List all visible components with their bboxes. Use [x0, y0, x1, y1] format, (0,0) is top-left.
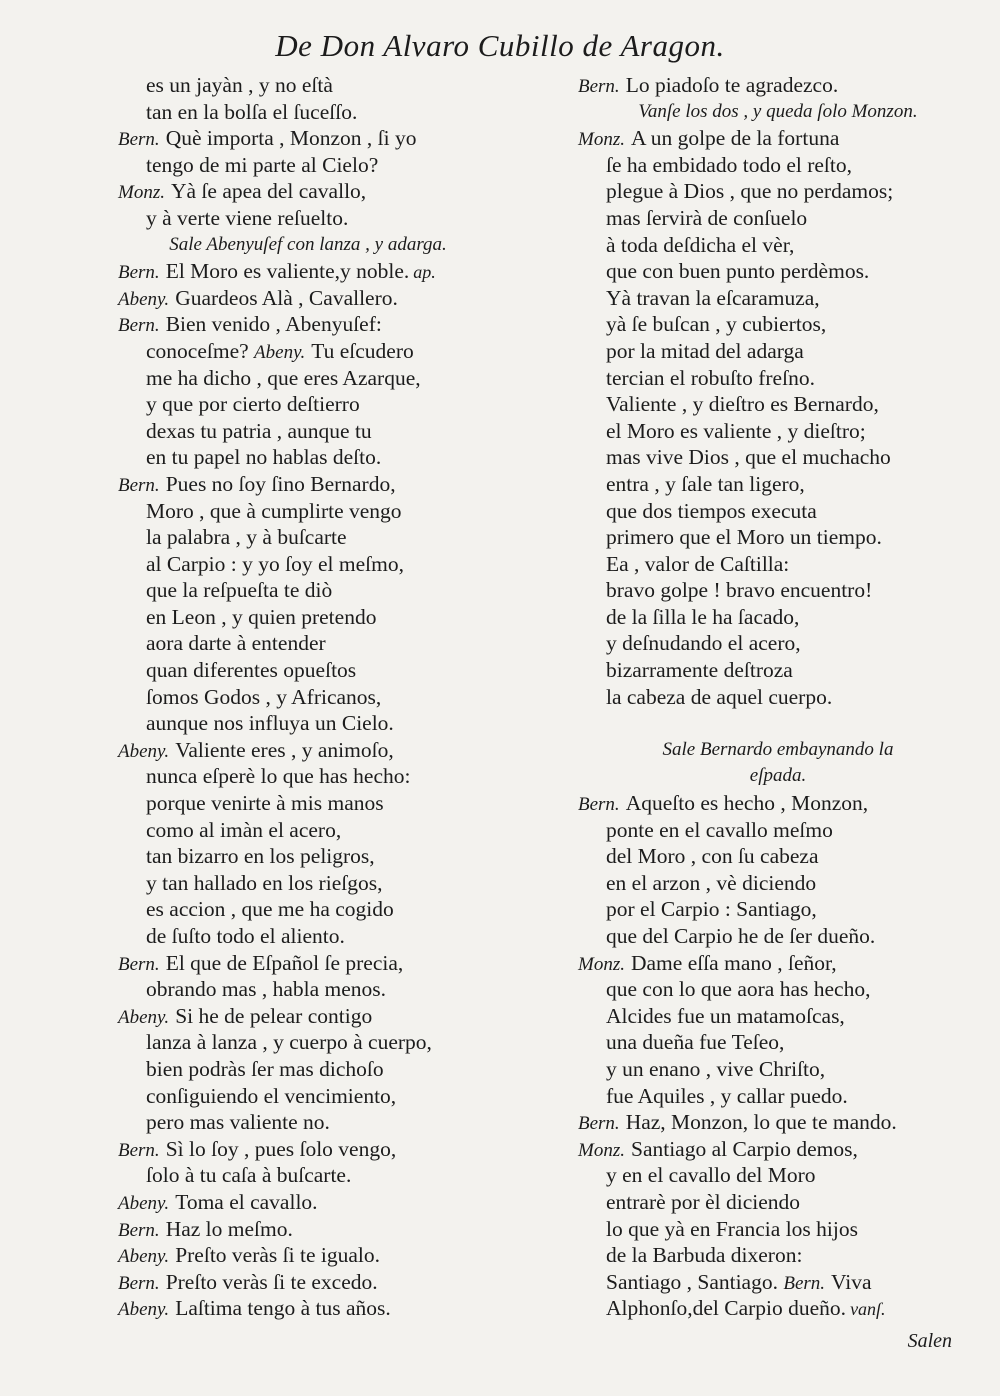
speaker-name: Abeny.: [118, 1192, 170, 1214]
speaker-name: Bern.: [118, 129, 160, 151]
verse-text: bravo golpe ! bravo encuentro!: [606, 578, 873, 603]
verse-text: y un enano , vive Chriſto,: [606, 1056, 826, 1081]
verse-line: [578, 1003, 978, 1030]
verse-line: [118, 1136, 498, 1163]
verse-text: primero que el Moro un tiempo.: [606, 525, 882, 550]
verse-text: plegue à Dios , que no perdamos;: [606, 179, 894, 204]
verse-text: del Moro , con ſu cabeza: [606, 844, 819, 869]
verse-text: y deſnudando el acero,: [606, 631, 801, 656]
verse-line: [578, 604, 978, 631]
verse-line: [578, 498, 978, 525]
speaker-name: Abeny.: [118, 740, 170, 762]
verse-line: [578, 285, 978, 312]
verse-text: Alcides fue un matamoſcas,: [606, 1003, 845, 1028]
verse-line: [118, 604, 498, 631]
verse-line: [578, 125, 978, 152]
stage-direction: eſpada.: [749, 765, 807, 787]
verse-line: [118, 365, 498, 392]
verse-text: aunque nos influya un Cielo.: [146, 711, 394, 736]
verse-line: [578, 524, 978, 551]
aside-marker: vanſ.: [850, 1299, 886, 1320]
verse-line: [578, 418, 978, 445]
speaker-name: Bern.: [118, 262, 160, 284]
verse-line: [578, 1109, 978, 1136]
verse-line: [118, 763, 498, 790]
verse-line: [578, 1029, 978, 1056]
blank-line: [578, 710, 978, 737]
verse-line: [118, 657, 498, 684]
verse-text: Toma el cavallo.: [175, 1189, 318, 1214]
verse-line: [118, 710, 498, 737]
verse-line: [578, 976, 978, 1003]
verse-text: ſe ha embidado todo el reſto,: [606, 152, 852, 177]
verse-line: [118, 923, 498, 950]
speaker-name: Bern.: [578, 794, 620, 816]
verse-line: [118, 1242, 498, 1269]
verse-line: [578, 577, 978, 604]
verse-line: [118, 1109, 498, 1136]
verse-line: [578, 1162, 978, 1189]
verse-text: ponte en el cavallo meſmo: [606, 817, 833, 842]
verse-text: el Moro es valiente , y dieſtro;: [606, 418, 866, 443]
verse-text: conoceſme?: [146, 338, 249, 363]
verse-line: [118, 125, 498, 152]
verse-line: [118, 551, 498, 578]
verse-text: que con lo que aora has hecho,: [606, 977, 871, 1002]
verse-text: y que por cierto deſtierro: [146, 392, 360, 417]
verse-text: à toda deſdicha el vèr,: [606, 232, 795, 257]
verse-line: [118, 498, 498, 525]
speaker-name: Bern.: [118, 315, 160, 337]
verse-text: Preſto veràs ſi te excedo.: [165, 1269, 378, 1294]
verse-line: [578, 1083, 978, 1110]
catchword: Salen: [907, 1330, 952, 1352]
verse-text: yà ſe buſcan , y cubiertos,: [606, 312, 827, 337]
verse-text: Haz lo meſmo.: [165, 1216, 293, 1241]
verse-line: [578, 817, 978, 844]
stage-direction: Sale Bernardo embaynando la: [662, 738, 894, 760]
verse-line: [118, 1083, 498, 1110]
verse-text: Alphonſo,del Carpio dueño.: [606, 1296, 847, 1321]
verse-text: Ea , valor de Caſtilla:: [606, 551, 790, 576]
stage-direction: Sale Abenyuſef con lanza , y adarga.: [169, 233, 447, 255]
verse-text: Sì lo ſoy , pues ſolo vengo,: [165, 1136, 397, 1161]
verse-line: [118, 896, 498, 923]
speaker-name: Monz.: [578, 953, 625, 975]
verse-line: [118, 737, 498, 764]
verse-text: Laſtima tengo à tus años.: [175, 1296, 391, 1321]
verse-text: Aqueſto es hecho , Monzon,: [625, 791, 869, 816]
verse-line: [118, 1056, 498, 1083]
verse-line: [118, 258, 498, 285]
verse-line: [578, 923, 978, 950]
verse-line: [118, 311, 498, 338]
verse-line: [578, 657, 978, 684]
verse-text: tan bizarro en los peligros,: [146, 844, 375, 869]
verse-line: [118, 1189, 498, 1216]
speaker-name: Bern.: [578, 76, 620, 97]
verse-text: Què importa , Monzon , ſi yo: [165, 126, 417, 151]
verse-text: tan en la bolſa el ſuceſſo.: [146, 99, 358, 124]
verse-line: [118, 444, 498, 471]
verse-line: [118, 630, 498, 657]
speaker-name: Bern.: [118, 1272, 160, 1294]
verse-line: [578, 1056, 978, 1083]
verse-text: mas vive Dios , que el muchacho: [606, 445, 891, 470]
speaker-name: Monz.: [578, 129, 625, 151]
speaker-name: Abeny.: [118, 1006, 170, 1028]
right-column: [578, 72, 978, 1322]
verse-text: lo que yà en Francia los hijos: [606, 1216, 858, 1241]
verse-line: [118, 950, 498, 977]
verse-text: la cabeza de aquel cuerpo.: [606, 684, 833, 709]
verse-text: conſiguiendo el vencimiento,: [146, 1083, 397, 1108]
verse-text: dexas tu patria , aunque tu: [146, 418, 372, 443]
verse-line: [118, 391, 498, 418]
verse-text: es accion , que me ha cogido: [146, 897, 394, 922]
verse-text: Lo piadoſo te agradezco.: [625, 73, 839, 97]
running-head: De Don Alvaro Cubillo de Aragon.: [275, 28, 725, 63]
verse-text: una dueña fue Teſeo,: [606, 1030, 785, 1055]
verse-text: Moro , que à cumplirte vengo: [146, 498, 402, 523]
verse-line: [578, 896, 978, 923]
verse-line: [578, 178, 978, 205]
verse-text: mas ſervirà de conſuelo: [606, 205, 808, 230]
verse-line: [578, 72, 978, 99]
verse-line: [118, 1162, 498, 1189]
speaker-name: Bern.: [118, 1219, 160, 1241]
verse-text: nunca eſperè lo que has hecho:: [146, 764, 411, 789]
verse-text: de la Barbuda dixeron:: [606, 1243, 803, 1268]
verse-line: [578, 338, 978, 365]
verse-text: lanza à lanza , y cuerpo à cuerpo,: [146, 1030, 432, 1055]
verse-text: Haz, Monzon, lo que te mando.: [625, 1110, 897, 1135]
verse-line: [578, 1295, 978, 1322]
verse-text: bien podràs ſer mas dichoſo: [146, 1056, 384, 1081]
verse-text: Yà travan la eſcaramuza,: [606, 285, 820, 310]
verse-text: y à verte viene reſuelto.: [146, 205, 349, 230]
verse-text: de la ſilla le ha ſacado,: [606, 604, 800, 629]
verse-text: es un jayàn , y no eſtà: [146, 73, 333, 97]
verse-line: [118, 72, 498, 99]
verse-text: pero mas valiente no.: [146, 1110, 330, 1135]
verse-line: [578, 950, 978, 977]
verse-text: aora darte à entender: [146, 631, 326, 656]
verse-text: entra , y ſale tan ligero,: [606, 471, 805, 496]
verse-line: [118, 524, 498, 551]
verse-line: [578, 1269, 978, 1296]
verse-text: bizarramente deſtroza: [606, 658, 793, 683]
verse-text: Valiente , y dieſtro es Bernardo,: [606, 392, 879, 417]
verse-text: Yà ſe apea del cavallo,: [170, 179, 367, 204]
verse-line: [118, 1029, 498, 1056]
verse-text: Santiago al Carpio demos,: [630, 1136, 858, 1161]
verse-text: El que de Eſpañol ſe precia,: [165, 950, 404, 975]
aside-marker: ap.: [413, 262, 436, 283]
speaker-name: Abeny.: [118, 1246, 170, 1268]
verse-text: Dame eſſa mano , ſeñor,: [630, 950, 837, 975]
verse-line: [118, 1216, 498, 1243]
verse-text: Bien venido , Abenyuſef:: [165, 312, 382, 337]
verse-text: al Carpio : y yo ſoy el meſmo,: [146, 551, 404, 576]
verse-text: en el arzon , vè diciendo: [606, 870, 817, 895]
verse-line: [118, 471, 498, 498]
verse-line: [118, 285, 498, 312]
verse-line: [118, 99, 498, 126]
verse-text: y en el cavallo del Moro: [606, 1163, 816, 1188]
speaker-name: Abeny.: [118, 1299, 170, 1321]
verse-text: en tu papel no hablas deſto.: [146, 445, 382, 470]
verse-line: [118, 976, 498, 1003]
verse-line: [118, 684, 498, 711]
verse-line: [578, 1136, 978, 1163]
verse-text: Valiente eres , y animoſo,: [175, 737, 394, 762]
speaker-name: Bern.: [118, 1139, 160, 1161]
verse-text: entrarè por èl diciendo: [606, 1189, 801, 1214]
verse-text: porque venirte à mis manos: [146, 791, 384, 816]
verse-text: que con buen punto perdèmos.: [606, 259, 870, 284]
verse-line: [578, 1189, 978, 1216]
verse-text: en Leon , y quien pretendo: [146, 604, 377, 629]
verse-line: [578, 471, 978, 498]
verse-line: [578, 152, 978, 179]
verse-line: [578, 311, 978, 338]
verse-line: [578, 444, 978, 471]
verse-line: [118, 817, 498, 844]
verse-line: [118, 790, 498, 817]
verse-line: [578, 391, 978, 418]
verse-line: [118, 1295, 498, 1322]
verse-text: ſolo à tu caſa à buſcarte.: [146, 1163, 352, 1188]
verse-text: Preſto veràs ſi te igualo.: [175, 1243, 380, 1268]
verse-line: [118, 338, 498, 365]
verse-line: [578, 790, 978, 817]
verse-line: [578, 843, 978, 870]
speaker-name: Monz.: [118, 182, 165, 204]
verse-text: de ſuſto todo el aliento.: [146, 924, 345, 948]
verse-line: [578, 630, 978, 657]
verse-text: quan diferentes opueſtos: [146, 658, 357, 683]
verse-text: Guardeos Alà , Cavallero.: [175, 285, 398, 310]
verse-text: que la reſpueſta te diò: [146, 578, 333, 603]
verse-line: [578, 684, 978, 711]
speaker-name: Abeny.: [254, 341, 306, 363]
verse-text: A un golpe de la fortuna: [630, 126, 840, 151]
speaker-name: Bern.: [783, 1272, 826, 1294]
verse-line: [578, 1216, 978, 1243]
verse-text: Pues no ſoy ſino Bernardo,: [165, 471, 396, 496]
speaker-name: Bern.: [118, 953, 160, 975]
verse-line: [578, 365, 978, 392]
verse-text: fue Aquiles , y callar puedo.: [606, 1083, 848, 1108]
speaker-name: Abeny.: [118, 288, 170, 310]
verse-text: tercian el robuſto freſno.: [606, 365, 815, 390]
speaker-name: Bern.: [118, 474, 160, 496]
verse-text: por la mitad del adarga: [606, 338, 804, 363]
verse-text: como al imàn el acero,: [146, 817, 342, 842]
verse-line: [578, 205, 978, 232]
verse-line: [578, 232, 978, 259]
verse-line: [578, 1242, 978, 1269]
verse-line: [118, 418, 498, 445]
verse-line: [118, 205, 498, 232]
verse-line: [578, 258, 978, 285]
verse-line: [118, 1003, 498, 1030]
verse-text: que dos tiempos executa: [606, 498, 817, 523]
verse-text: que del Carpio he de ſer dueño.: [606, 924, 876, 948]
verse-line: [118, 152, 498, 179]
stage-direction: Vanſe los dos , y queda ſolo Monzon.: [638, 100, 918, 122]
verse-line: [118, 1269, 498, 1296]
verse-line: [118, 577, 498, 604]
left-column: [118, 72, 498, 1322]
verse-text: tengo de mi parte al Cielo?: [146, 152, 379, 177]
speaker-name: Bern.: [578, 1113, 620, 1135]
verse-text: obrando mas , habla menos.: [146, 977, 387, 1002]
speaker-name: Monz.: [578, 1139, 625, 1161]
verse-line: [118, 843, 498, 870]
verse-text: ſomos Godos , y Africanos,: [146, 684, 382, 709]
verse-text: Santiago , Santiago.: [606, 1269, 778, 1294]
verse-text: El Moro es valiente,y noble.: [165, 259, 410, 284]
verse-text: Si he de pelear contigo: [175, 1003, 373, 1028]
verse-text: Viva: [831, 1269, 872, 1294]
verse-text: y tan hallado en los rieſgos,: [146, 870, 383, 895]
verse-text: por el Carpio : Santiago,: [606, 897, 817, 922]
verse-text: Tu eſcudero: [311, 338, 414, 363]
verse-line: [118, 870, 498, 897]
verse-line: [578, 551, 978, 578]
verse-line: [578, 870, 978, 897]
verse-text: me ha dicho , que eres Azarque,: [146, 365, 421, 390]
verse-line: [118, 178, 498, 205]
verse-text: la palabra , y à buſcarte: [146, 525, 347, 550]
